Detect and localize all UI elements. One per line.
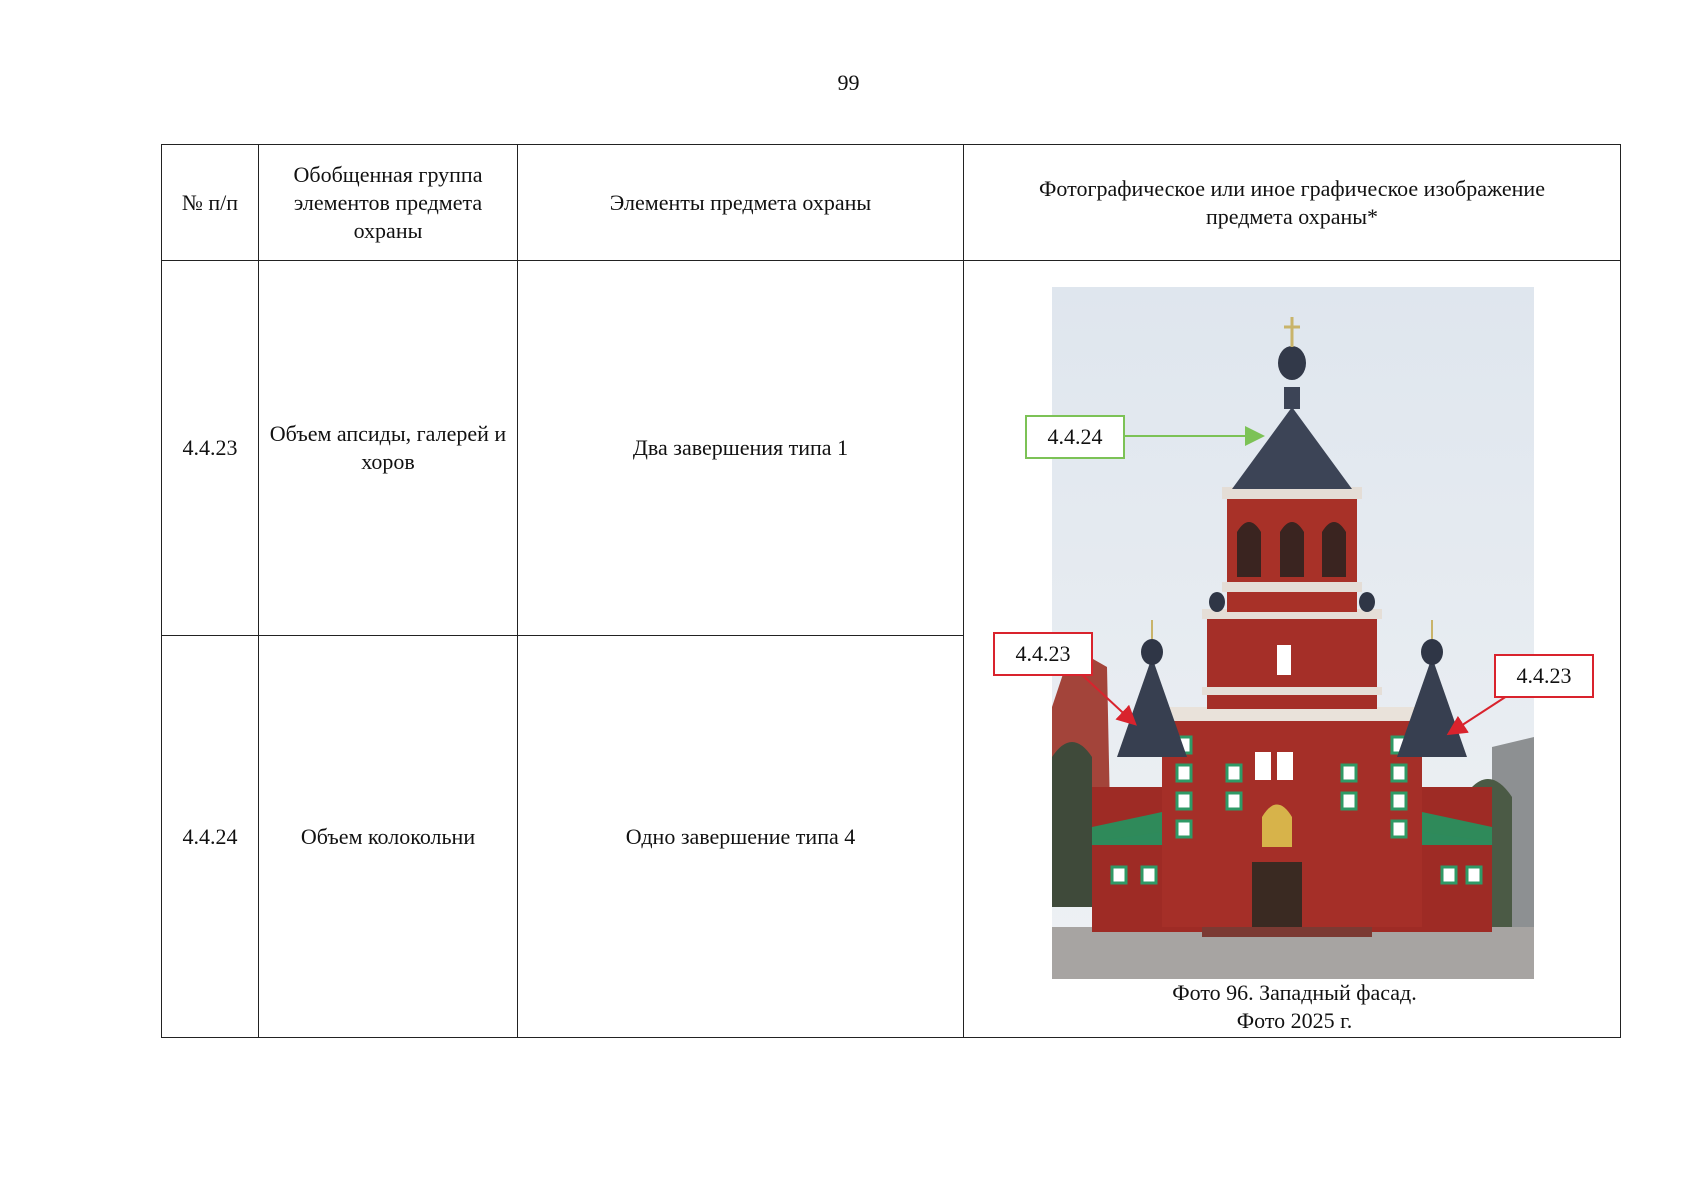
header-photo: Фотографическое или иное графическое изображение предмета охраны*: [964, 145, 1621, 261]
callout-right-tent: 4.4.23: [1494, 654, 1594, 698]
callout-bell-tower: 4.4.24: [1025, 415, 1125, 459]
protection-table: [161, 144, 1621, 1038]
church-photo: [1052, 287, 1534, 979]
header-group: Обобщенная группа элементов предмета охраны: [259, 145, 518, 261]
row-number: 4.4.24: [162, 636, 259, 1038]
page-number: 99: [837, 70, 860, 95]
table-row: [162, 261, 1621, 636]
row-elements: Одно завершение типа 4: [518, 636, 964, 1038]
row-group: Объем апсиды, галерей и хоров: [259, 261, 518, 636]
header-number: № п/п: [162, 145, 259, 261]
row-elements: Два завершения типа 1: [518, 261, 964, 636]
header-elements: Элементы предмета охраны: [518, 145, 964, 261]
photo-figure: [964, 261, 1625, 1038]
row-group: Объем колокольни: [259, 636, 518, 1038]
table-header-row: [162, 145, 1621, 261]
photo-caption: Фото 96. Западный фасад.: [1172, 980, 1417, 1005]
photo-cell: [964, 261, 1621, 1038]
photo-caption-year: Фото 2025 г.: [1236, 1008, 1353, 1033]
callout-left-tent: 4.4.23: [993, 632, 1093, 676]
row-number: 4.4.23: [162, 261, 259, 636]
